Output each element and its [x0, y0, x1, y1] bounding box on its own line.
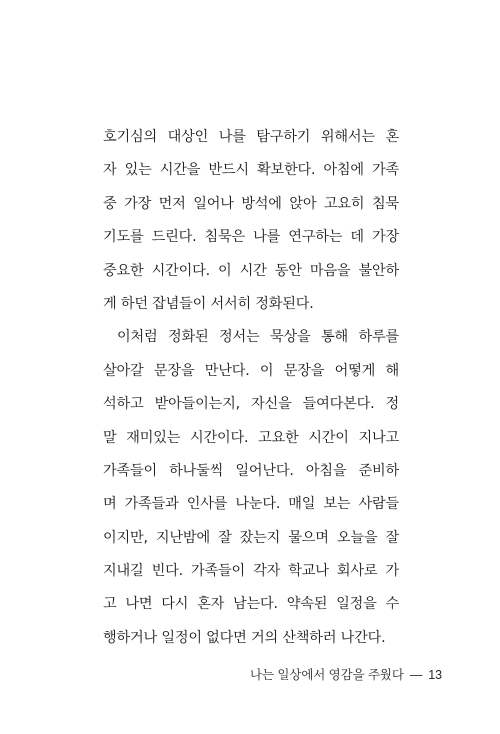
text-line: 행하거나 일정이 없다면 거의 산책하러 나간다.: [103, 629, 386, 646]
text-line: 이처럼 정화된 정서는 묵상을 통해 하루를: [117, 329, 399, 346]
footer-separator: —: [409, 668, 423, 682]
text-line: 호기심의 대상인 나를 탐구하기 위해서는 혼: [103, 129, 399, 145]
paragraph-2: [103, 321, 399, 655]
text-line: 기도를 드린다. 침묵은 나를 연구하는 데 가장: [103, 229, 399, 246]
text-line: 말 재미있는 시간이다. 고요한 시간이 지나고: [103, 429, 399, 446]
text-line: 중 가장 먼저 일어나 방석에 앉아 고요히 침묵: [103, 195, 399, 212]
text-line: 지내길 빈다. 가족들이 각자 학교나 회사로 가: [103, 563, 399, 580]
paragraph-1: [103, 121, 399, 321]
text-line: 살아갈 문장을 만난다. 이 문장을 어떻게 해: [103, 362, 399, 379]
text-line: 석하고 받아들이는지, 자신을 들여다본다. 정: [103, 396, 399, 413]
text-line: 게 하던 잡념들이 서서히 정화된다.: [103, 295, 314, 312]
text-line: 중요한 시간이다. 이 시간 동안 마음을 불안하: [103, 262, 399, 279]
running-title: 나는 일상에서 영감을 주웠다: [250, 668, 404, 682]
text-line: 며 가족들과 인사를 나눈다. 매일 보는 사람들: [103, 496, 399, 513]
text-line: 이지만, 지난밤에 잘 잤는지 물으며 오늘을 잘: [103, 529, 399, 546]
text-line: 가족들이 하나둘씩 일어난다. 아침을 준비하: [103, 462, 399, 479]
page-footer: [250, 665, 442, 683]
body-text: [103, 121, 399, 655]
text-line: 고 나면 다시 혼자 남는다. 약속된 일정을 수: [103, 596, 399, 613]
text-line: 자 있는 시간을 반드시 확보한다. 아침에 가족: [103, 162, 399, 179]
page-number: 13: [428, 668, 442, 682]
